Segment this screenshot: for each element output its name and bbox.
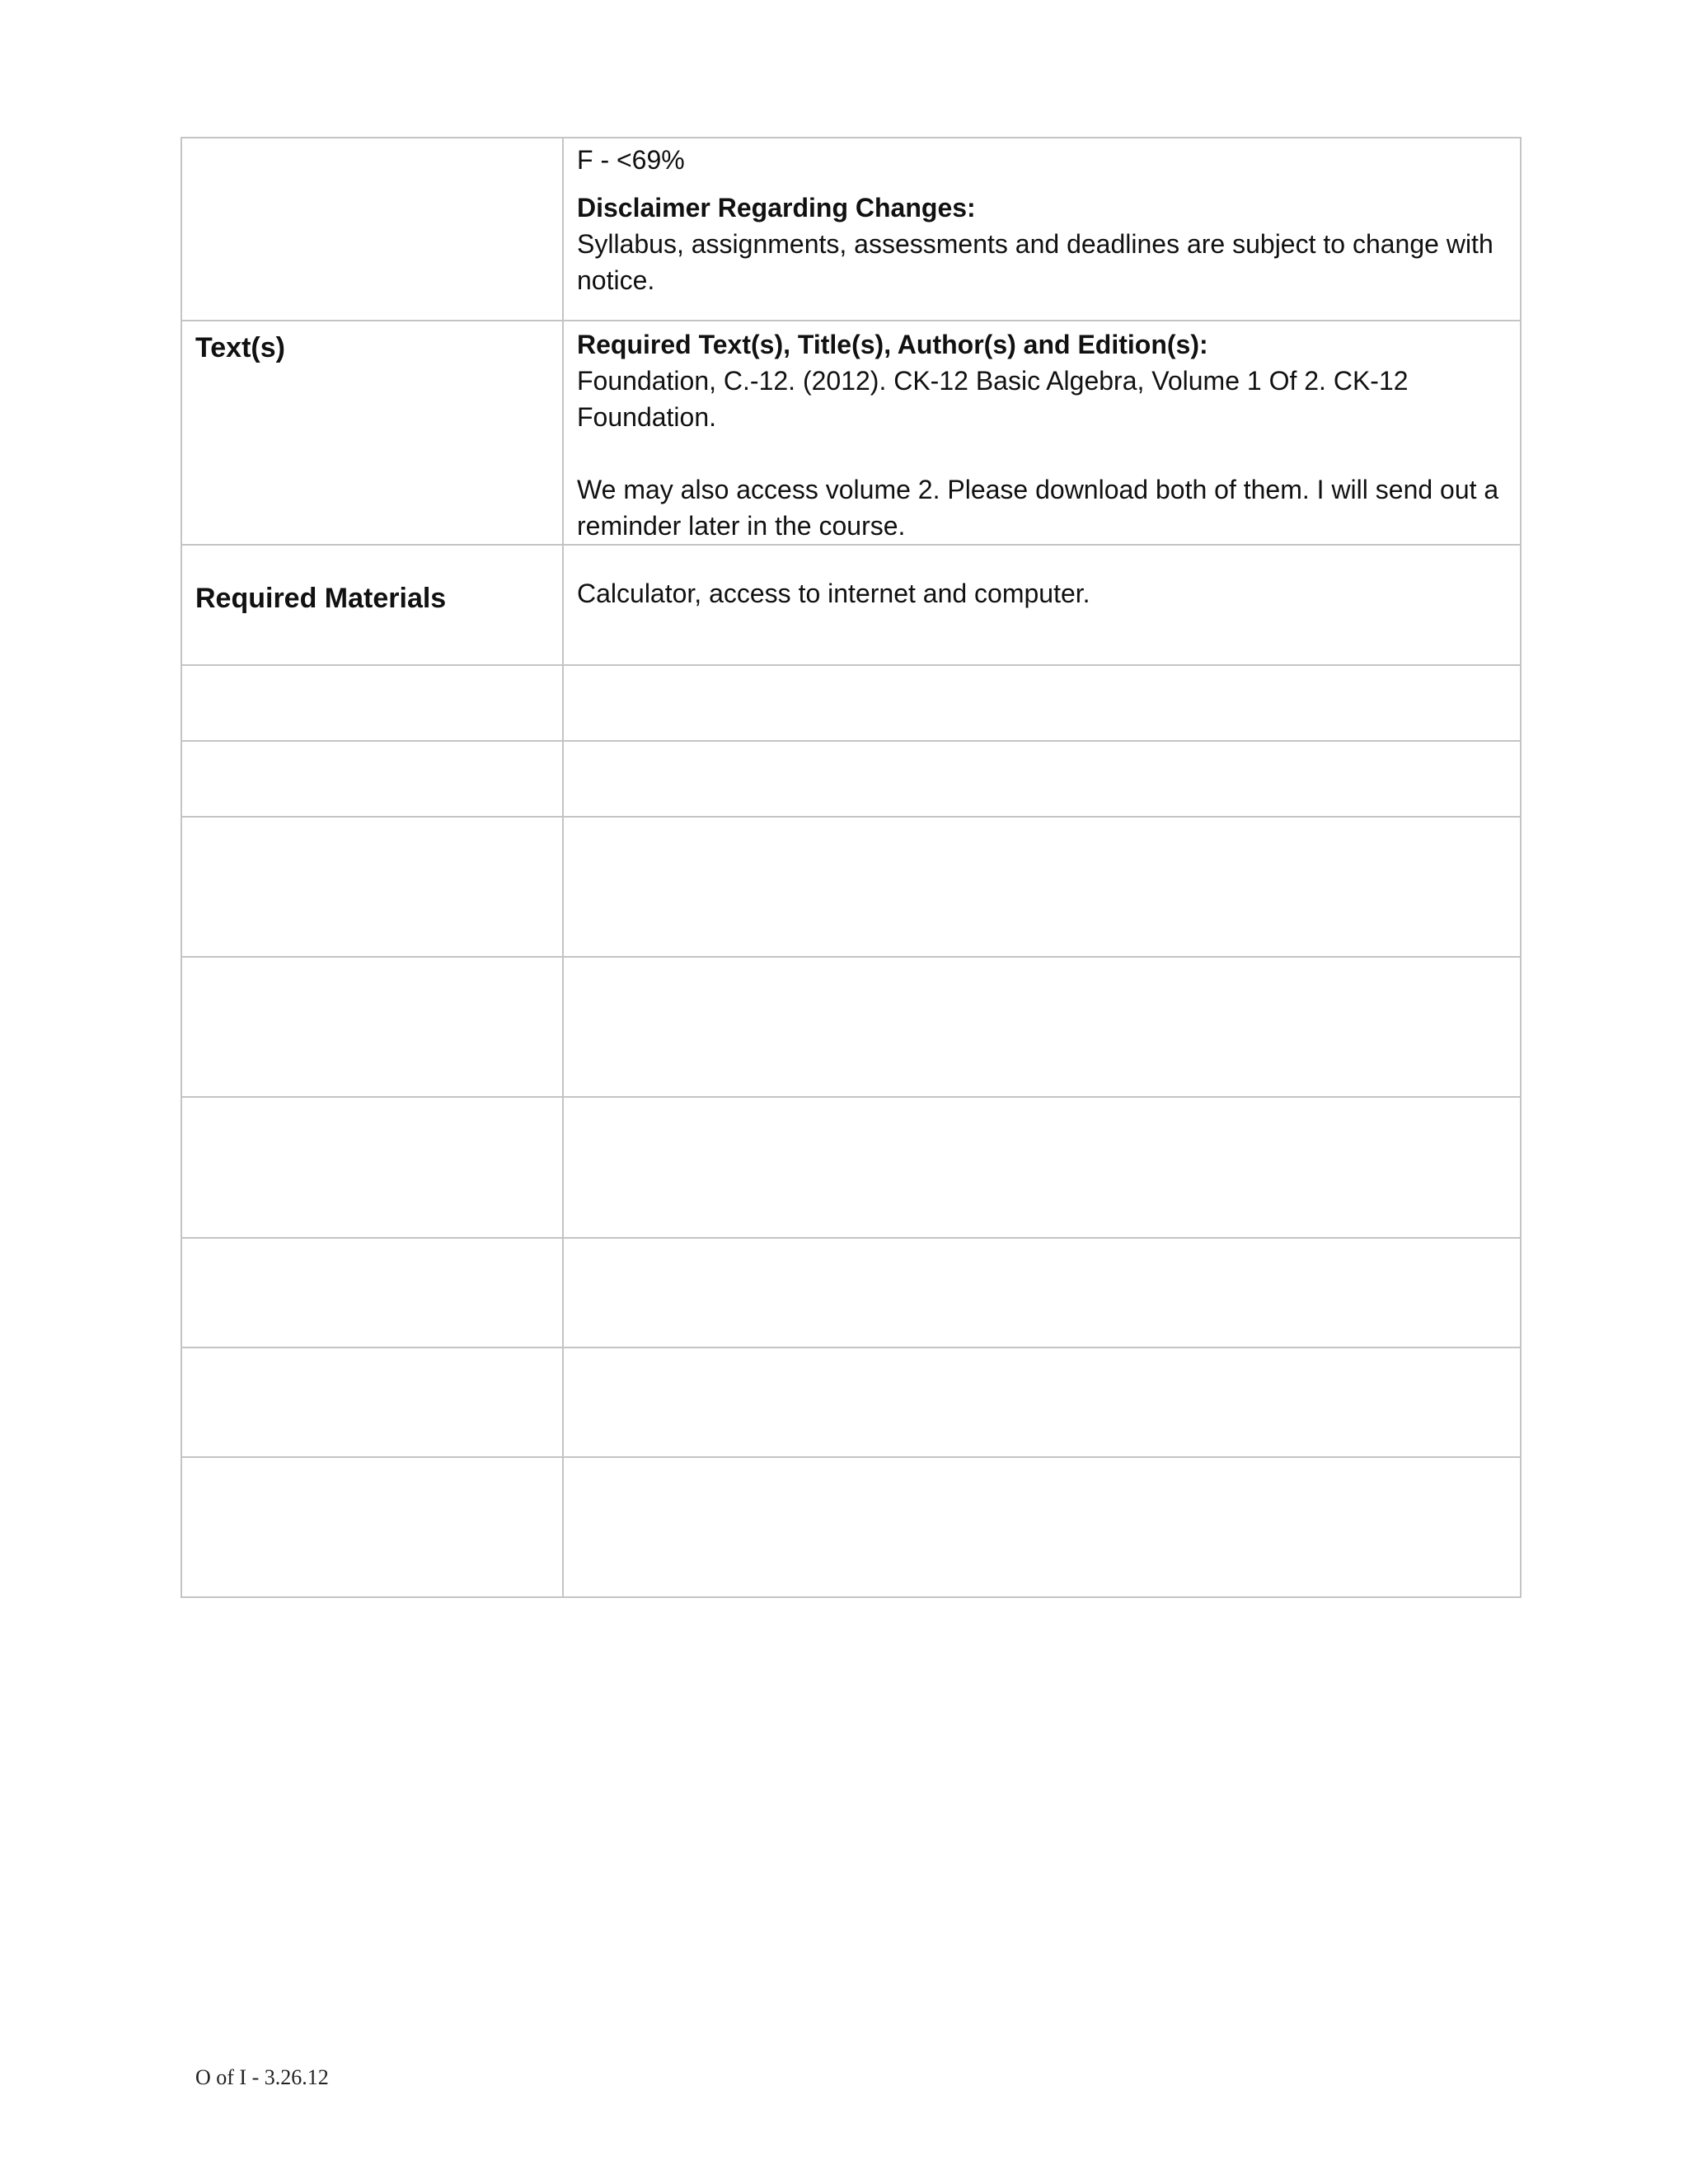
empty-cell bbox=[563, 1347, 1521, 1457]
grading-content-cell bbox=[563, 138, 1521, 321]
empty-cell bbox=[563, 1097, 1521, 1238]
empty-cell bbox=[181, 665, 563, 741]
table-row bbox=[181, 1347, 1521, 1457]
table-row-materials bbox=[181, 545, 1521, 665]
disclaimer-heading: Disclaimer Regarding Changes: bbox=[577, 193, 976, 223]
textbook-citation: Foundation, C.-12. (2012). CK-12 Basic Algebra, Volume 1 Of 2. CK-12 Foundation. bbox=[577, 366, 1409, 432]
empty-cell bbox=[563, 957, 1521, 1097]
disclaimer-text: Syllabus, assignments, assessments and deadlines are subject to change with notice. bbox=[577, 229, 1493, 295]
table-row bbox=[181, 817, 1521, 957]
table-row bbox=[181, 741, 1521, 817]
empty-cell bbox=[563, 665, 1521, 741]
materials-label: Required Materials bbox=[195, 583, 447, 614]
texts-note: We may also access volume 2. Please download both of them. I will send out a reminder later in the course. bbox=[577, 475, 1499, 541]
empty-cell bbox=[563, 817, 1521, 957]
syllabus-table bbox=[181, 137, 1522, 1598]
grading-label-cell bbox=[181, 138, 563, 321]
table-row bbox=[181, 1238, 1521, 1347]
page-footer: O of I - 3.26.12 bbox=[195, 2065, 329, 2089]
empty-cell bbox=[181, 1238, 563, 1347]
empty-cell bbox=[181, 1347, 563, 1457]
grade-f-line: F - <69% bbox=[577, 145, 685, 175]
empty-cell bbox=[563, 1457, 1521, 1597]
table-row bbox=[181, 1457, 1521, 1597]
empty-cell bbox=[563, 1238, 1521, 1347]
table-row bbox=[181, 665, 1521, 741]
table-row bbox=[181, 1097, 1521, 1238]
materials-content-cell bbox=[563, 545, 1521, 665]
texts-content-cell bbox=[563, 321, 1521, 545]
empty-cell bbox=[181, 957, 563, 1097]
empty-cell bbox=[563, 741, 1521, 817]
texts-label-cell bbox=[181, 321, 563, 545]
empty-cell bbox=[181, 741, 563, 817]
empty-cell bbox=[181, 817, 563, 957]
empty-cell bbox=[181, 1097, 563, 1238]
table-row-texts bbox=[181, 321, 1521, 545]
table-row bbox=[181, 957, 1521, 1097]
texts-label: Text(s) bbox=[195, 332, 285, 363]
materials-label-cell bbox=[181, 545, 563, 665]
empty-cell bbox=[181, 1457, 563, 1597]
materials-value: Calculator, access to internet and computer. bbox=[577, 579, 1090, 608]
required-texts-heading: Required Text(s), Title(s), Author(s) and Edition(s): bbox=[577, 330, 1208, 359]
table-row-grading bbox=[181, 138, 1521, 321]
